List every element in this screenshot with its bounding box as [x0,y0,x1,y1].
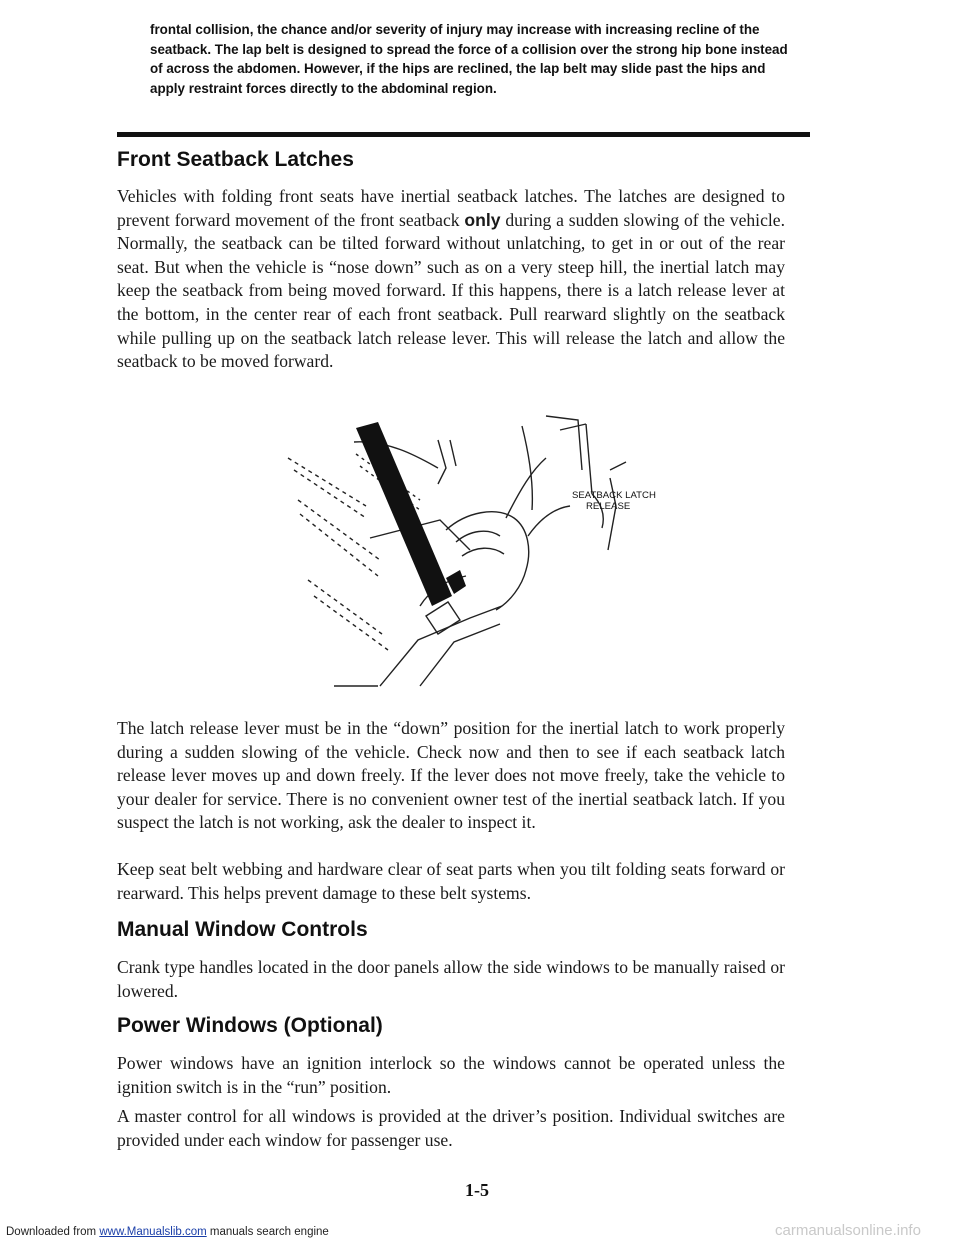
figure-callout-label: SEATBACK LATCH RELEASE [572,490,656,512]
section-divider [117,132,810,137]
power-windows-paragraph-2: A master control for all windows is provided at the driver’s position. Individual switches are provided under each window for passenger use. [117,1106,785,1150]
seatback-latch-drawing [270,410,730,700]
download-footer: Downloaded from www.Manualslib.com manuals search engine [6,1226,329,1238]
power-windows-paragraph-1: Power windows have an ignition interlock so the windows cannot be operated unless the ignition switch is in the “run” position. [117,1053,785,1097]
warning-continuation: frontal collision, the chance and/or severity of injury may increase with increasing recline of the seatback. The lap belt is designed to spread the force of a collision over the strong hip bone instead of across the abdomen. However, if the hips are reclined, the lap belt may slide past the hips and apply restraint forces directly to the abdominal region. [150,22,788,96]
page-number: 1-5 [465,1180,489,1200]
manual-windows-paragraph: Crank type handles located in the door panels allow the side windows to be manually raised or lowered. [117,957,785,1001]
seatback-paragraph-2: The latch release lever must be in the “down” position for the inertial latch to work properly during a sudden slowing of the vehicle. Check now and then to see if each seatback latch release lever moves up and down freely. If the lever does not move freely, take the vehicle to your dealer for service. There is no convenient owner test of the inertial seatback latch. If you suspect the latch is not working, ask the dealer to inspect it. [117,718,785,833]
heading-manual-window-controls: Manual Window Controls [117,918,368,941]
seatback-paragraph-3: Keep seat belt webbing and hardware clear of seat parts when you tilt folding seats forward or rearward. This helps prevent damage to these belt systems. [117,859,785,903]
seatback-paragraph-1: Vehicles with folding front seats have inertial seatback latches. The latches are designed to prevent forward movement of the front seatback only during a sudden slowing of the vehicle. Normally, the seatback can be tilted forward without unlatching, to get in or out of the rear seat. But when the vehicle is “nose down” such as on a very steep hill, the inertial latch may keep the seatback from being moved forward. If this happens, there is a latch release lever at the bottom, in the center rear of each front seatback. Pull rearward slightly on the seatback while pulling up on the seatback latch release lever. This will release the latch and allow the seatback to be moved forward. [117,186,785,372]
seatback-latch-illustration [270,410,730,700]
watermark-text: carmanualsonline.info [775,1222,921,1239]
heading-power-windows: Power Windows (Optional) [117,1014,383,1037]
emphasis-only: only [464,209,501,230]
manualslib-link[interactable]: www.Manualslib.com [99,1226,207,1238]
heading-front-seatback-latches: Front Seatback Latches [117,148,354,171]
